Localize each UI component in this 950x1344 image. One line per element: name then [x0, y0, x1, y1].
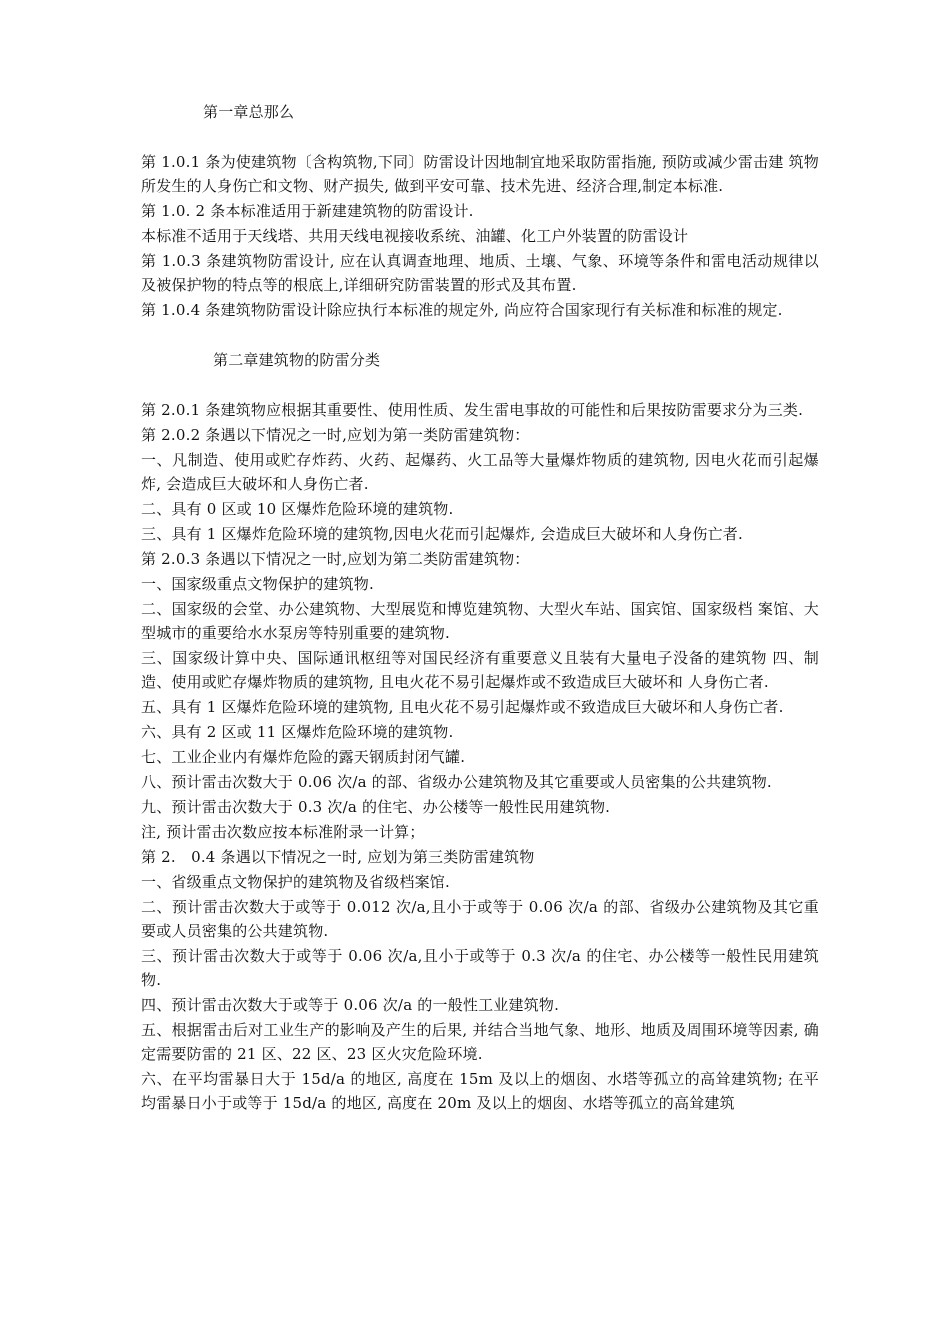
chapter-2-body: [141, 398, 819, 1115]
chapter-1-title: 第一章总那么: [203, 103, 295, 121]
paragraph: 三、预计雷击次数大于或等于 0.06 次/a,且小于或等于 0.3 次/a 的住宅、办公楼等一般性民用建筑物.: [141, 947, 819, 989]
paragraph: 第 1.0. 2 条本标准适用于新建建筑物的防雷设计.: [141, 202, 474, 220]
paragraph: 三、国家级计算中央、国际通讯枢纽等对国民经济有重要意义且装有大量电子没备的建筑物 四、制造、使用或贮存爆炸物质的建筑物, 且电火花不易引起爆炸或不致造成巨大破坏和 人身伤亡者.: [141, 649, 819, 691]
paragraph: 第 1.0.4 条建筑物防雷设计除应执行本标准的规定外, 尚应符合国家现行有关标准和标准的规定.: [141, 301, 783, 319]
paragraph: 二、国家级的会堂、办公建筑物、大型展览和博览建筑物、大型火车站、国宾馆、国家级档 案馆、大型城市的重要给水水泵房等特别重要的建筑物.: [141, 600, 819, 642]
paragraph: 二、预计雷击次数大于或等于 0.012 次/a,且小于或等于 0.06 次/a 的部、省级办公建筑物及其它重要或人员密集的公共建筑物.: [141, 898, 819, 940]
paragraph: 本标准不适用于天线塔、共用天线电视接收系统、油罐、化工户外装置的防雷设计: [141, 227, 689, 245]
paragraph: 第 2.0.2 条遇以下情况之一时,应划为第一类防雷建筑物：: [141, 426, 530, 444]
chapter-2-title: 第二章建筑物的防雷分类: [213, 351, 381, 369]
paragraph: 一、省级重点文物保护的建筑物及省级档案馆.: [141, 873, 450, 891]
note: 注, 预计雷击次数应按本标准附录一计算；: [141, 823, 425, 841]
paragraph: 五、根据雷击后对工业生产的影响及产生的后果, 并结合当地气象、地形、地质及周围环境等因素, 确定需要防雷的 21 区、22 区、23 区火灾危险环境.: [141, 1021, 819, 1063]
paragraph: 第 2.0.1 条建筑物应根据其重要性、使用性质、发生雷电事故的可能性和后果按防雷要求分为三类.: [141, 401, 804, 419]
paragraph: 一、凡制造、使用或贮存炸药、火药、起爆药、火工品等大量爆炸物质的建筑物, 因电火花而引起爆炸, 会造成巨大破坏和人身伤亡者.: [141, 451, 819, 493]
paragraph: 五、具有 1 区爆炸危险环境的建筑物, 且电火花不易引起爆炸或不致造成巨大破坏和人身伤亡者.: [141, 698, 784, 716]
paragraph: 七、工业企业内有爆炸危险的露天钢质封闭气罐.: [141, 748, 466, 766]
paragraph: 九、预计雷击次数大于 0.3 次/a 的住宅、办公楼等一般性民用建筑物.: [141, 798, 611, 816]
paragraph: 六、具有 2 区或 11 区爆炸危险环境的建筑物.: [141, 723, 454, 741]
paragraph: 一、国家级重点文物保护的建筑物.: [141, 575, 374, 593]
paragraph: 第 1.0.1 条为使建筑物〔含构筑物,下同〕防雷设计因地制宜地采取防雷指施, 预防或减少雷击建 筑物所发生的人身伤亡和文物、财产损失, 做到平安可靠、技术先进、经济合理,制定本标准.: [141, 153, 819, 195]
chapter-1-body: [141, 150, 819, 322]
paragraph: 二、具有 0 区或 10 区爆炸危险环境的建筑物.: [141, 500, 454, 518]
paragraph: 三、具有 1 区爆炸危险环境的建筑物,因电火花而引起爆炸, 会造成巨大破坏和人身伤亡者.: [141, 525, 743, 543]
document-body: [141, 100, 819, 1116]
paragraph: 八、预计雷击次数大于 0.06 次/a 的部、省级办公建筑物及其它重要或人员密集的公共建筑物.: [141, 773, 772, 791]
paragraph: 第 2. 0.4 条遇以下情况之一时, 应划为第三类防雷建筑物: [141, 848, 535, 866]
paragraph: 第 1.0.3 条建筑物防雷设计, 应在认真调查地理、地质、土壤、气象、环境等条件和雷电活动规律以及被保护物的特点等的根底上,详细研究防雷装置的形式及其布置.: [141, 252, 819, 294]
paragraph: 四、预计雷击次数大于或等于 0.06 次/a 的一般性工业建筑物.: [141, 996, 560, 1014]
paragraph: 六、在平均雷暴日大于 15d/a 的地区, 高度在 15m 及以上的烟囱、水塔等孤立的高耸建筑物; 在平均雷暴日小于或等于 15d/a 的地区, 高度在 20m 及以上的烟囱、水塔等孤立的高耸建筑: [141, 1070, 819, 1112]
paragraph: 第 2.0.3 条遇以下情况之一时,应划为第二类防雷建筑物：: [141, 550, 530, 568]
